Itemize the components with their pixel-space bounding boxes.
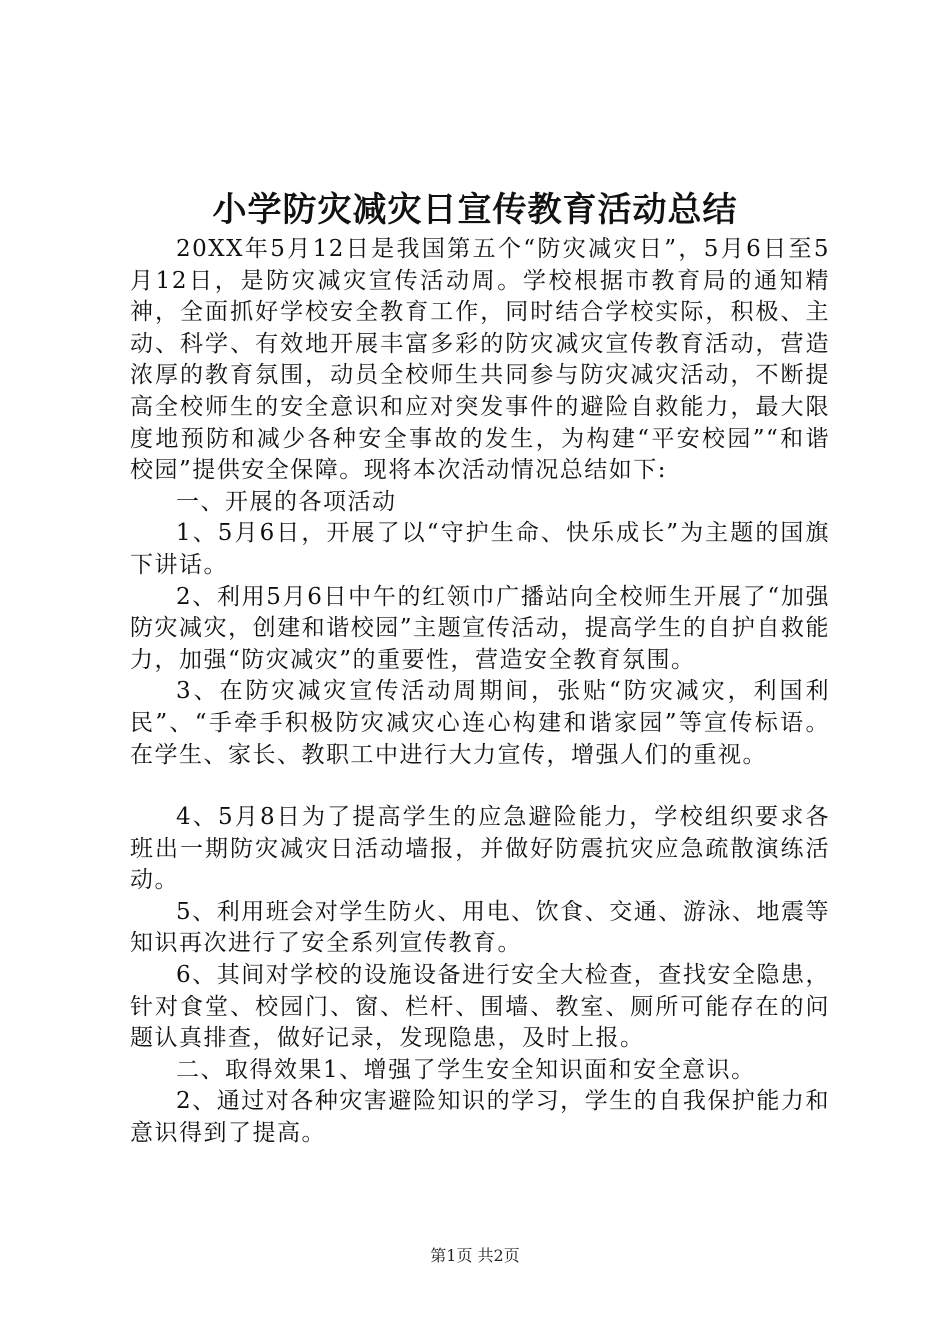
intro-paragraph: 20XX年5月12日是我国第五个“防灾减灾日”，5月6日至5月12日，是防灾减灾宣传活动周。学校根据市教育局的通知精神，全面抓好学校安全教育工作，同时结合学校实际，积极、主动、科学、有效地开展丰富多彩的防灾减灾宣传教育活动，营造浓厚的教育氛围，动员全校师生共同参与防灾减灾活动，不断提高全校师生的安全意识和应对突发事件的避险自救能力，最大限度地预防和减少各种安全事故的发生，为构建“平安校园”“和谐校园”提供安全保障。现将本次活动情况总结如下: bbox=[130, 236, 830, 484]
document-body bbox=[130, 234, 830, 1150]
section-heading-results: 二、取得效果1、增强了学生安全知识面和安全意识。 bbox=[176, 1056, 756, 1083]
activity-item-4: 4、5月8日为了提高学生的应急避险能力，学校组织要求各班出一期防灾减灾日活动墙报，并做好防震抗灾应急疏散演练活动。 bbox=[130, 804, 830, 894]
activity-item-5: 5、利用班会对学生防火、用电、饮食、交通、游泳、地震等知识再次进行了安全系列宣传教育。 bbox=[130, 898, 830, 957]
activity-item-3: 3、在防灾减灾宣传活动周期间，张贴“防灾减灾，利国利民”、“手牵手积极防灾减灾心连心构建和谐家园”等宣传标语。在学生、家长、教职工中进行大力宣传，增强人们的重视。 bbox=[130, 678, 830, 768]
page-footer: 第1页 共2页 bbox=[430, 1246, 520, 1265]
activity-item-1: 1、5月6日，开展了以“守护生命、快乐成长”为主题的国旗下讲话。 bbox=[130, 520, 830, 578]
section-heading-activities: 一、开展的各项活动 bbox=[176, 488, 397, 515]
activity-item-2: 2、利用5月6日中午的红领巾广播站向全校师生开展了“加强防灾减灾，创建和谐校园”主题宣传活动，提高学生的自护自救能力，加强“防灾减灾”的重要性，营造安全教育氛围。 bbox=[130, 583, 830, 673]
activity-item-6: 6、其间对学校的设施设备进行安全大检查，查找安全隐患，针对食堂、校园门、窗、栏杆、围墙、教室、厕所可能存在的问题认真排查，做好记录，发现隐患，及时上报。 bbox=[130, 962, 830, 1052]
result-item-2: 2、通过对各种灾害避险知识的学习，学生的自我保护能力和意识得到了提高。 bbox=[130, 1088, 830, 1147]
document-title: 小学防灾减灾日宣传教育活动总结 bbox=[212, 190, 738, 230]
